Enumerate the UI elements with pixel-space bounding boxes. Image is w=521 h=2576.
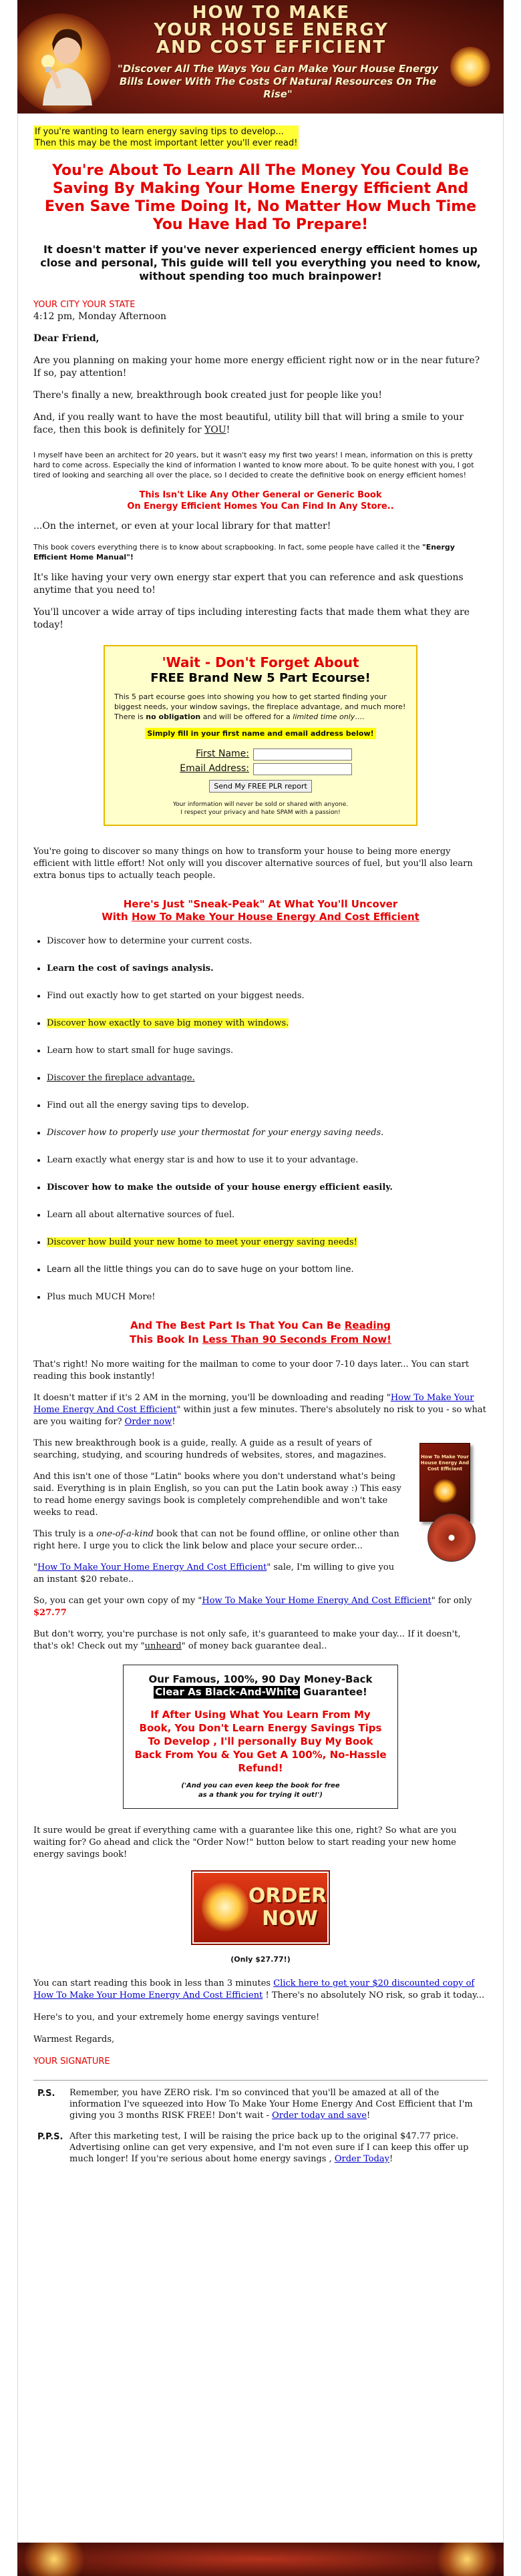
list-item-text: Discover how exactly to save big money with windows. (47, 1018, 289, 1028)
list-item (47, 1127, 488, 1139)
best-line1-pre: And The Best Part Is That You Can Be (130, 1319, 345, 1331)
ps-text-pre: Remember, you have ZERO risk. I'm so convinced that you'll be amazed at all of the information I've squeezed into How To Make Your Home Energy And Cost Efficient that I'm giving you 3 months RISK FREE! Don't wait - (69, 2088, 473, 2121)
guarantee-title (134, 1673, 387, 1699)
letter-paragraph-4: I myself have been an architect for 20 years, but it wasn't easy my first two years! I mean, information on this is pretty hard to come across. Especially the kind of information I wanted to know more about. To be quite honest with you, I got tired of looking and searching all over the place, so I decided to create the definitive book on energy efficient homes! (33, 451, 474, 479)
intro-highlight-line2: Then this may be the most important letter you'll ever read! (35, 138, 298, 148)
guarantee-title-line2 (134, 1686, 387, 1699)
guarantee-black-label: Clear As Black-And-White (155, 1686, 299, 1698)
header-title (111, 4, 431, 56)
pps-label: P.P.S. (37, 2132, 63, 2142)
list-item-text: Discover how to make the outside of your house energy efficient easily. (47, 1183, 393, 1193)
optin-box (104, 645, 417, 826)
guarantee-title-post: Guarantee! (300, 1686, 367, 1698)
transition-paragraph: You're going to discover so many things on how to transform your house to being more energy efficient with little effort! Not only will you discover alternative sources of fuel, but you'll also learn extra bonus tips to actually teach people. (33, 847, 473, 881)
list-item (47, 1018, 488, 1030)
ps-text (69, 2087, 488, 2121)
optin-title: 'Wait - Don't Forget About (162, 654, 359, 670)
guarantee-title-line1: Our Famous, 100%, 90 Day Money-Back (148, 1673, 373, 1685)
header-banner (17, 0, 504, 114)
p6-text: This book covers everything there is to know about scrapbooking. In fact, some people have called it the (33, 543, 422, 552)
pps-text-pre: After this marketing test, I will be raising the price back up to the original $47.77 price. Advertising online can get very expensive, and I'm not even sure if I can keep this offer up much longer! If you're serious about home energy savings , (69, 2131, 469, 2164)
sneak-book-link[interactable]: How To Make Your House Energy And Cost Efficient (131, 911, 419, 923)
first-name-input[interactable] (253, 748, 352, 761)
ebook-cover (419, 1443, 470, 1522)
ps-label: P.S. (37, 2089, 55, 2099)
list-item: • Learn how to start small for huge savings. (47, 1045, 488, 1057)
letter-paragraph-8: You'll uncover a wide array of tips including interesting facts that made them what they are today! (33, 607, 470, 630)
list-item-text: Discover how build your new home to meet your energy saving needs! (47, 1237, 357, 1247)
ebook-cover-image (414, 1443, 481, 1556)
footer-glow-right (437, 2543, 497, 2576)
optin-desc-bold: no obligation (146, 712, 201, 721)
sneak-line2-pre: With (102, 911, 132, 923)
order-label-line1: ORDER (248, 1884, 327, 1908)
order-today-link[interactable]: Order Today (334, 2154, 389, 2164)
p3-text: And, if you really want to have the most beautiful, utility bill that will bring a smile to your face, then this book is definitely for (33, 412, 464, 435)
p8-pre: But don't worry, you're purchase is not only safe, it's guaranteed to make your day... If it doesn't, that's ok! Check out my " (33, 1629, 461, 1651)
sneak-line2 (33, 911, 488, 923)
p2-post: ! (172, 1417, 176, 1427)
email-input[interactable] (253, 763, 352, 775)
privacy-line1: Your information will never be sold or shared with anyone. (172, 801, 349, 808)
callout-line2: On Energy Efficient Homes You Can Find In Any Store.. (127, 501, 394, 511)
optin-subtitle: FREE Brand New 5 Part Ecourse! (150, 671, 371, 685)
letter-paragraph-3 (33, 411, 488, 437)
list-item: • Learn exactly what energy star is and how to use it to your advantage. (47, 1154, 488, 1166)
closing-paragraph-1: It sure would be great if everything came with a guarantee like this one, right? So what are you waiting for? Go ahead and click the "Order Now!" button below to start reading your new home energy savings book! (33, 1826, 457, 1860)
pps-text (69, 2131, 488, 2165)
p6-post: " sale, I'm willing to give you an instant $20 rebate.. (33, 1562, 395, 1584)
list-item: • Learn all about alternative sources of fuel. (47, 1209, 488, 1221)
letter-content (33, 115, 488, 2174)
sale-book-link[interactable]: How To Make Your Home Energy And Cost Efficient (37, 1562, 267, 1572)
signature: YOUR SIGNATURE (33, 2057, 110, 2067)
best-line2-u: Less Than 90 Seconds From Now! (202, 1333, 391, 1345)
list-item (47, 963, 488, 975)
p5-italic: one-of-a-kind (96, 1529, 154, 1539)
best-line1 (33, 1319, 488, 1333)
order-today-save-link[interactable]: Order today and save (272, 2111, 367, 2121)
copy-book-link[interactable]: How To Make Your Home Energy And Cost Efficient (202, 1596, 431, 1606)
letter-paragraph-1: Are you planning on making your home more energy efficient right now or in the near future? If so, pay attention! (33, 355, 480, 379)
optin-description (114, 692, 407, 722)
generic-book-callout (33, 489, 488, 512)
optin-cta: Simply fill in your first name and email address below! (145, 728, 375, 739)
p2-pre: It doesn't matter if it's 2 AM in the morning, you'll be downloading and reading " (33, 1393, 391, 1403)
order-now-link[interactable]: Order now (124, 1417, 172, 1427)
p3-post: ! (226, 425, 230, 435)
p5-post: book that can not be found offline, or online other than right here. I urge you to click the link below and place your secure order... (33, 1529, 399, 1551)
intro-highlight-line1: If you're wanting to learn energy saving tips to develop... (35, 127, 284, 137)
order-now-label (248, 1884, 327, 1930)
list-item: • Plus much MUCH More! (47, 1291, 488, 1303)
ebook-cover-title: How To Make Your House Energy And Cost Efficient (420, 1454, 470, 1472)
list-item: • Find out all the energy saving tips to develop. (47, 1100, 488, 1112)
body2-paragraph-7 (33, 1595, 488, 1619)
closing-paragraph-2 (33, 1978, 488, 2002)
header-title-line2: YOUR HOUSE ENERGY (154, 20, 389, 40)
guarantee-box (123, 1665, 398, 1809)
body2-paragraph-8 (33, 1629, 488, 1653)
sneak-peek-heading (33, 898, 488, 923)
discount-copy-link[interactable]: Click here to get your $20 discounted copy of How To Make Your Home Energy And Cost Efficient (33, 1978, 475, 2000)
letter-paragraph-6 (33, 542, 488, 562)
p8-post: " of money back guarantee deal.. (181, 1641, 327, 1651)
header-title-line3: AND COST EFFICIENT (156, 37, 387, 57)
book-link[interactable]: How To Make Your Home Energy And Cost Efficient (33, 1393, 474, 1415)
callout-line1: This Isn't Like Any Other General or Generic Book (139, 490, 382, 500)
order-now-button[interactable] (192, 1872, 329, 1944)
list-item (47, 1237, 488, 1249)
body2-paragraph-2 (33, 1392, 488, 1428)
closing-paragraph-3: Here's to you, and your extremely home energy savings venture! (33, 2012, 320, 2022)
ps-text-post: ! (366, 2111, 371, 2121)
letter-greeting: Dear Friend, (33, 333, 100, 344)
optin-desc-mid: and will be offered for a (200, 712, 293, 721)
footer-glow-left (24, 2543, 84, 2576)
header-title-line1: HOW TO MAKE (192, 3, 351, 23)
optin-desc-italic: limited time only (293, 712, 355, 721)
order-price-note: (Only $27.77!) (230, 1955, 291, 1964)
letter-paragraph-5: ...On the internet, or even at your local library for that matter! (33, 521, 331, 531)
closing-p2-post: ! There's no absolutely NO risk, so grab it today... (263, 1990, 485, 2000)
pps-section (33, 2131, 488, 2165)
closing-regards: Warmest Regards, (33, 2034, 115, 2045)
footer-banner (17, 2543, 504, 2576)
cover-bulb-icon (433, 1479, 457, 1503)
ps-section (33, 2087, 488, 2121)
woman-with-bulb-icon (36, 24, 96, 105)
cd-disc-icon (427, 1514, 476, 1562)
p3-you: YOU (204, 425, 226, 435)
main-headline: You're About To Learn All The Money You Could Be Saving By Making Your Home Energy Efficient And Even Save Time Doing It, No Matter How Much Time You Have Had To Prepare! (44, 162, 477, 233)
body2-paragraph-3: This new breakthrough book is a guide, really. A guide as a result of years of searching, studying, and scouring hundreds of websites, stores, and magazines. (33, 1438, 387, 1460)
bulb-glow-icon (450, 47, 490, 87)
order-label-line2: NOW (262, 1907, 318, 1930)
best-line1-u: Reading (344, 1319, 391, 1331)
first-name-row (114, 748, 407, 761)
sub-headline: It doesn't matter if you've never experienced energy efficient homes up close and personal, This guide will tell you everything you need to know, without spending too much brainpower! (40, 243, 481, 282)
list-item-text: Discover the fireplace advantage. (47, 1073, 195, 1083)
guarantee-text: If After Using What You Learn From My Book, You Don't Learn Energy Savings Tips To Develop , I'll personally Buy My Book Back From You & You Get A 100%, No-Hassle Refund! (134, 1709, 387, 1774)
p7-pre: So, you can get your own copy of my " (33, 1596, 202, 1606)
best-line2 (33, 1333, 488, 1347)
body2-paragraph-4: And this isn't one of those "Latin" books where you don't understand what's being said. Everything is in plain English, so you can put the Latin book away :) This easy to read home energy savings book is completely comprehendible and won't take weeks to read. (33, 1472, 401, 1518)
list-item: • Find out exactly how to get started on your biggest needs. (47, 990, 488, 1002)
letter-location: YOUR CITY YOUR STATE (33, 300, 136, 310)
order-section (33, 1872, 488, 1966)
optin-desc-text: This 5 part ecourse goes into showing you how to get started finding your biggest needs, your window savings, the fireplace advantage, and much more! There is (114, 692, 406, 721)
divider (33, 2080, 488, 2081)
p8-u: unheard (144, 1641, 182, 1651)
letter-paragraph-2: There's finally a new, breakthrough book created just for people like you! (33, 390, 383, 401)
closing-p2-pre: You can start reading this book in less than 3 minutes (33, 1978, 274, 1988)
best-part-heading (33, 1319, 488, 1347)
p7-mid: " for only (431, 1596, 472, 1606)
header-subtitle: "Discover All The Ways You Can Make Your House Energy Bills Lower With The Costs Of Natural Resources On The Rise" (117, 63, 439, 100)
pps-text-post: ! (389, 2154, 393, 2164)
list-item-text: Discover how to properly use your thermostat for your energy saving needs. (47, 1128, 384, 1138)
letter-paragraph-7: It's like having your very own energy star expert that you can reference and ask questions anytime that you need to! (33, 572, 464, 596)
send-report-button[interactable]: Send My FREE PLR report (209, 780, 312, 793)
guarantee-note-line2: as a thank you for trying it out!') (198, 1791, 323, 1799)
sneak-line1: Here's Just "Sneak-Peak" At What You'll Uncover (123, 898, 398, 910)
benefit-list (33, 935, 488, 1303)
p5-pre: This truly is a (33, 1529, 97, 1539)
list-item (47, 1182, 488, 1194)
order-bulb-icon (202, 1881, 248, 1933)
guarantee-note-line1: ('And you can even keep the book for free (181, 1782, 340, 1789)
first-name-label: First Name: (196, 748, 249, 759)
price-text: $27.77 (33, 1608, 67, 1618)
email-label: Email Address: (180, 763, 249, 774)
intro-highlight (33, 126, 299, 150)
list-item: • Discover how to determine your current costs. (47, 935, 488, 947)
letter-time: 4:12 pm, Monday Afternoon (33, 311, 167, 322)
optin-desc-post: .... (355, 712, 365, 721)
body2-paragraph-6: "How To Make Your Home Energy And Cost Efficient" sale, I'm willing to give you an instant $20 rebate.. (33, 1562, 395, 1584)
best-line2-pre: This Book In (130, 1333, 202, 1345)
body2-paragraph-1: That's right! No more waiting for the mailman to come to your door 7-10 days later... You can start reading this book instantly! (33, 1359, 470, 1381)
list-item-text: Learn the cost of savings analysis. (47, 963, 214, 974)
p2-mid: " within just a few minutes. There's absolutely no risk to you - so what are you waiting for? (33, 1405, 486, 1427)
p6-bold: "Energy Efficient Home Manual"! (33, 543, 455, 562)
list-item: • Learn all the little things you can do to save huge on your bottom line. (47, 1264, 488, 1276)
email-row (114, 763, 407, 775)
guarantee-note (134, 1781, 387, 1800)
list-item (47, 1072, 488, 1084)
privacy-line2: I respect your privacy and hate SPAM with a passion! (180, 809, 341, 816)
optin-privacy (114, 801, 407, 817)
